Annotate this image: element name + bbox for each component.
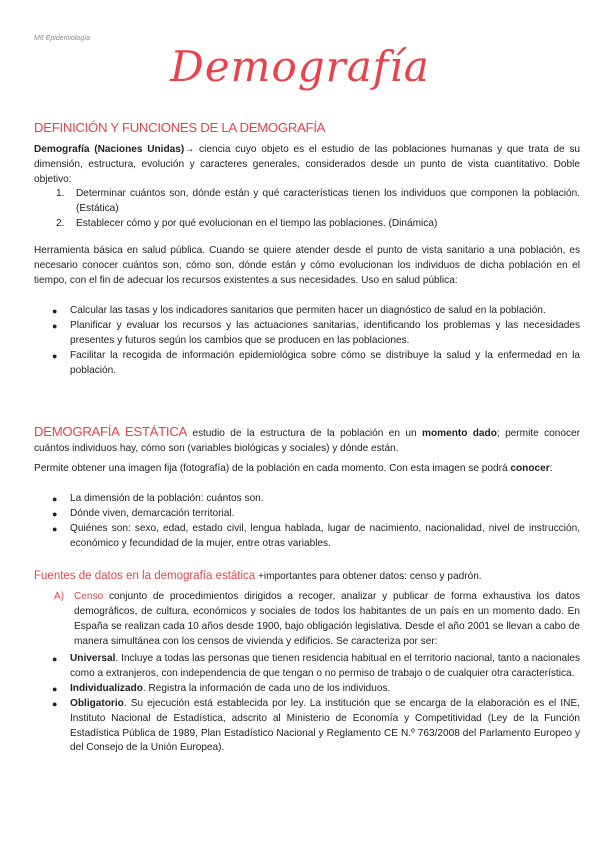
list-item: [50, 492, 580, 507]
bullet-icon: ●: [52, 698, 58, 709]
arrow-glyph: →: [184, 144, 195, 155]
bullet-icon: ●: [52, 683, 58, 694]
static-intro-bold: momento dado: [421, 428, 497, 439]
list-item: [50, 682, 580, 697]
census-label: Censo: [74, 591, 104, 602]
image-text-2: :: [549, 463, 553, 474]
objectives-list: [56, 187, 580, 232]
list-item-text: Quiénes son: sexo, edad, estado civil, lengua hablada, lugar de nacimiento, nacionalidad, nivel de instrucción, económico y fecundidad de la mujer, entre otras variables.: [70, 522, 580, 549]
page-title: Demografía: [170, 42, 430, 91]
list-item-text: Establecer cómo y por qué evolucionan en el tiempo las poblaciones. (Dinámica): [76, 217, 438, 229]
definition-text: ciencia cuyo objeto es el estudio de las poblaciones humanas y que trata de su dimensión, estructura, evolución y caracteres generales, considerados desde un punto de vista cuantitativo. Doble objetivo:: [34, 144, 580, 185]
list-item-text: Planificar y evaluar los recursos y las actuaciones sanitarias, identificando los problemas y las necesidades presentes y futuros según los cambios que se producen en las poblaciones.: [70, 319, 580, 346]
definition-paragraph: [34, 143, 580, 188]
tool-paragraph: Herramienta básica en salud pública. Cuando se quiere atender desde el punto de vista sanitario a una población, es necesario conocer cuántos son, cómo son, dónde están y cómo evolucionan los individuos de dicha población en el tiempo, con el fin de adecuar los recursos existentes a sus necesidades. Uso en salud pública:: [34, 245, 580, 286]
bullet-icon: ●: [52, 523, 58, 534]
static-intro-paragraph: [34, 425, 580, 457]
characteristic-text: . Su ejecución está establecida por ley. La institución que se encarga de la elaboración es el INE, Instituto Nacional de Estadística, adscrito al Ministerio de Economía y Competitividad (Ley de la Función Estadística Pública de 1989, Plan Estadístico Nacional y Reglamento CE N.º 763/2008 del Parlamento Europeo y del Consejo de la Unión Europea).: [70, 697, 580, 754]
list-item: [50, 652, 580, 682]
list-item-text: Calcular las tasas y los indicadores sanitarios que permiten hacer un diagnóstico de salud en la población.: [70, 305, 546, 316]
list-item: [56, 187, 580, 217]
bullet-icon: ●: [52, 494, 58, 504]
list-item-text: Determinar cuántos son, dónde están y qué características tienen los individuos que componen la población. (Estática): [76, 188, 580, 214]
characteristic-term: Universal: [70, 653, 116, 664]
bullet-icon: ●: [52, 654, 58, 664]
list-item: [50, 319, 580, 349]
list-item: [50, 697, 580, 757]
uses-list: [50, 304, 580, 379]
characteristic-term: Individualizado: [70, 682, 143, 694]
bullet-icon: ●: [52, 350, 58, 361]
course-label: M6 Epidemiología: [34, 35, 91, 42]
section-heading-definition: DEFINICIÓN Y FUNCIONES DE LA DEMOGRAFÍA: [34, 120, 326, 135]
bullet-icon: ●: [52, 508, 58, 519]
census-text-block: [54, 590, 580, 650]
census-text: conjunto de procedimientos dirigidos a recoger, analizar y publicar de forma exhaustiva los datos demográficos, de cultura, económicos y sociales de todos los habitantes de un país en un momento dado. En España se realizan cada 10 años desde 1900, bajo obligación legislativa. Desde el año 2001 se llevan a cabo de manera simultánea con los censos de vivienda y edificios. Se caracteriza por ser:: [74, 591, 580, 647]
bullet-icon: ●: [52, 306, 58, 316]
list-item: [50, 507, 580, 522]
image-bold: conocer: [510, 463, 550, 474]
list-number: 1.: [56, 188, 65, 199]
list-item: [50, 522, 580, 552]
section-heading-sources: Fuentes de datos en la demografía estática: [34, 570, 256, 582]
sources-heading-line: [34, 569, 580, 585]
characteristics-list: [50, 652, 580, 756]
image-paragraph: [34, 462, 580, 477]
bullet-icon: ●: [52, 320, 58, 331]
section-heading-static: DEMOGRAFÍA ESTÁTICA: [34, 424, 187, 439]
static-intro-text-2: ; permite conocer cuántos individuos hay, cómo son (variables biológicas y sociales) y dónde están.: [34, 428, 581, 454]
static-intro-text: estudio de la estructura de la población en un: [186, 428, 422, 439]
list-item-text: Facilitar la recogida de información epidemiológica sobre cómo se distribuye la salud y la enfermedad en la población.: [70, 349, 580, 376]
list-item-text: Dónde viven, demarcación territorial.: [70, 507, 235, 519]
characteristic-text: . Registra la información de cada uno de los individuos.: [142, 682, 391, 694]
item-marker: A): [54, 591, 65, 602]
list-item: [56, 217, 580, 232]
sources-note: +importantes para obtener datos: censo y padrón.: [255, 571, 482, 582]
definition-term: Demografía (Naciones Unidas): [34, 144, 185, 155]
list-item: [50, 304, 580, 319]
image-text: Permite obtener una imagen fija (fotografía) de la población en cada momento. Con esta imagen se podrá: [34, 463, 511, 474]
characteristic-term: Obligatorio: [70, 697, 124, 709]
census-item: [54, 590, 580, 650]
characteristic-text: . Incluye a todas las personas que tienen residencia habitual en el territorio nacional, tanto a nacionales como a extranjeros, con independencia de que tengan o no permiso de trabajo o de cualquier otra característica.: [70, 653, 580, 679]
list-item-text: La dimensión de la población: cuántos son.: [70, 493, 264, 504]
knowables-list: [50, 492, 580, 552]
list-number: 2.: [56, 217, 65, 229]
list-item: [50, 349, 580, 379]
